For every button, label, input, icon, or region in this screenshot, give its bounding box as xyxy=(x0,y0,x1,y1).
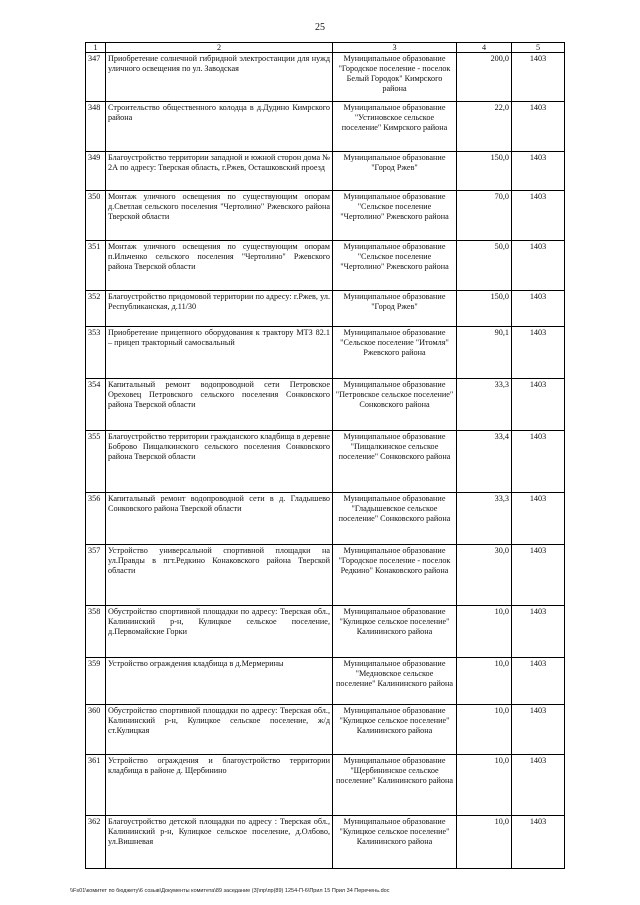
table-row xyxy=(86,379,565,431)
header-col-2: 2 xyxy=(106,43,333,53)
row-number: 349 xyxy=(86,152,106,191)
budget-table xyxy=(85,42,565,869)
row-description: Благоустройство территории гражданского кладбища в деревне Боброво Пищалкинского сельского поселения Сонковского района Тверской области xyxy=(106,431,333,493)
row-municipality: Муниципальное образование "Петровское сельское поселение" Сонковского района xyxy=(333,379,457,431)
table-row xyxy=(86,102,565,152)
row-municipality: Муниципальное образование "Медновское сельское поселение" Калининского района xyxy=(333,658,457,705)
row-number: 353 xyxy=(86,327,106,379)
table-row xyxy=(86,291,565,327)
row-number: 352 xyxy=(86,291,106,327)
row-code: 1403 xyxy=(512,816,565,869)
file-path-footer: \\Fs01\комитет по бюджету\6 созыв\Документы комитета\89 заседание (3)\пр\пр(89) 1254-П-6\Прил 15 Прил 34 Перечень.doc xyxy=(70,888,390,894)
row-amount: 150,0 xyxy=(457,152,512,191)
row-code: 1403 xyxy=(512,755,565,816)
row-code: 1403 xyxy=(512,705,565,755)
row-municipality: Муниципальное образование "Город Ржев" xyxy=(333,291,457,327)
row-amount: 50,0 xyxy=(457,241,512,291)
row-code: 1403 xyxy=(512,545,565,606)
table-row xyxy=(86,545,565,606)
row-description: Обустройство спортивной площадки по адресу: Тверская обл., Калининский р-н, Кулицкое сельское поселение, ж/д ст.Кулицкая xyxy=(106,705,333,755)
row-number: 354 xyxy=(86,379,106,431)
row-number: 351 xyxy=(86,241,106,291)
row-code: 1403 xyxy=(512,606,565,658)
row-description: Обустройство спортивной площадки по адресу: Тверская обл., Калининский р-н, Кулицкое сельское поселение, д.Первомайские Горки xyxy=(106,606,333,658)
row-amount: 200,0 xyxy=(457,53,512,102)
row-description: Монтаж уличного освещения по существующим опорам д.Светлая сельского поселения "Чертолино" Ржевского района Тверской области xyxy=(106,191,333,241)
row-municipality: Муниципальное образование "Город Ржев" xyxy=(333,152,457,191)
table-row xyxy=(86,431,565,493)
row-municipality: Муниципальное образование "Кулицкое сельское поселение" Калининского района xyxy=(333,606,457,658)
row-code: 1403 xyxy=(512,191,565,241)
row-number: 362 xyxy=(86,816,106,869)
row-municipality: Муниципальное образование "Городское поселение - поселок Редкино" Конаковского района xyxy=(333,545,457,606)
row-number: 360 xyxy=(86,705,106,755)
row-code: 1403 xyxy=(512,241,565,291)
row-municipality: Муниципальное образование "Пищалкинское сельское поселение" Сонковского района xyxy=(333,431,457,493)
row-amount: 10,0 xyxy=(457,658,512,705)
table-row xyxy=(86,606,565,658)
row-number: 347 xyxy=(86,53,106,102)
row-amount: 10,0 xyxy=(457,606,512,658)
row-municipality: Муниципальное образование "Кулицкое сельское поселение" Калининского района xyxy=(333,705,457,755)
row-code: 1403 xyxy=(512,291,565,327)
table-header-row xyxy=(86,43,565,53)
row-municipality: Муниципальное образование "Гладышевское сельское поселение" Сонковского района xyxy=(333,493,457,545)
row-amount: 150,0 xyxy=(457,291,512,327)
row-amount: 90,1 xyxy=(457,327,512,379)
row-municipality: Муниципальное образование "Кулицкое сельское поселение" Калининского района xyxy=(333,816,457,869)
row-municipality: Муниципальное образование "Сельское поселение "Чертолино" Ржевского района xyxy=(333,241,457,291)
row-amount: 10,0 xyxy=(457,705,512,755)
row-description: Приобретение прицепного оборудования к трактору МТЗ 82.1 – прицеп тракторный самосвальный xyxy=(106,327,333,379)
row-description: Устройство ограждения кладбища в д.Мермерины xyxy=(106,658,333,705)
row-code: 1403 xyxy=(512,102,565,152)
row-code: 1403 xyxy=(512,53,565,102)
row-amount: 30,0 xyxy=(457,545,512,606)
row-code: 1403 xyxy=(512,658,565,705)
row-amount: 22,0 xyxy=(457,102,512,152)
row-municipality: Муниципальное образование "Устиновское сельское поселение" Кимрского района xyxy=(333,102,457,152)
table-row xyxy=(86,53,565,102)
table-row xyxy=(86,152,565,191)
table-row xyxy=(86,493,565,545)
row-number: 359 xyxy=(86,658,106,705)
row-description: Благоустройство придомовой территории по адресу: г.Ржев, ул. Республиканская, д.11/30 xyxy=(106,291,333,327)
row-description: Монтаж уличного освещения по существующим опорам п.Ильченко сельского поселения "Чертолино" Ржевского района Тверской области xyxy=(106,241,333,291)
row-amount: 10,0 xyxy=(457,816,512,869)
row-code: 1403 xyxy=(512,493,565,545)
row-number: 356 xyxy=(86,493,106,545)
header-col-4: 4 xyxy=(457,43,512,53)
row-description: Благоустройство территории западной и южной сторон дома № 2А по адресу: Тверская область, г.Ржев, Осташковский проезд xyxy=(106,152,333,191)
row-amount: 33,3 xyxy=(457,379,512,431)
row-description: Приобретение солнечной гибридной электростанции для нужд уличного освещения по ул. Заводская xyxy=(106,53,333,102)
row-code: 1403 xyxy=(512,379,565,431)
table-row xyxy=(86,658,565,705)
row-municipality: Муниципальное образование "Городское поселение - поселок Белый Городок" Кимрского района xyxy=(333,53,457,102)
row-amount: 10,0 xyxy=(457,755,512,816)
header-col-1: 1 xyxy=(86,43,106,53)
row-description: Устройство универсальной спортивной площадки на ул.Правды в пгт.Редкино Конаковского района Тверской области xyxy=(106,545,333,606)
row-code: 1403 xyxy=(512,152,565,191)
row-amount: 33,4 xyxy=(457,431,512,493)
table-row xyxy=(86,191,565,241)
row-code: 1403 xyxy=(512,431,565,493)
table-row xyxy=(86,816,565,869)
row-number: 350 xyxy=(86,191,106,241)
row-amount: 70,0 xyxy=(457,191,512,241)
table-row xyxy=(86,705,565,755)
row-municipality: Муниципальное образование "Сельское поселение "Итомля" Ржевского района xyxy=(333,327,457,379)
row-description: Строительство общественного колодца в д.Дудино Кимрского района xyxy=(106,102,333,152)
row-municipality: Муниципальное образование "Сельское поселение "Чертолино" Ржевского района xyxy=(333,191,457,241)
row-description: Капитальный ремонт водопроводной сети Петровское Ореховец Петровского сельского поселения Сонковского района Тверской области xyxy=(106,379,333,431)
row-municipality: Муниципальное образование "Щербининское сельское поселение" Калининского района xyxy=(333,755,457,816)
table-row xyxy=(86,755,565,816)
page-number: 25 xyxy=(315,22,325,33)
row-number: 357 xyxy=(86,545,106,606)
row-description: Устройство ограждения и благоустройство территории кладбища в районе д. Щербинино xyxy=(106,755,333,816)
row-number: 358 xyxy=(86,606,106,658)
row-description: Благоустройство детской площадки по адресу : Тверская обл., Калининский р-н, Кулицкое сельское поселение, д.Олбово, ул.Вишневая xyxy=(106,816,333,869)
row-amount: 33,3 xyxy=(457,493,512,545)
row-description: Капитальный ремонт водопроводной сети в д. Гладышево Сонковского района Тверской области xyxy=(106,493,333,545)
header-col-3: 3 xyxy=(333,43,457,53)
row-code: 1403 xyxy=(512,327,565,379)
row-number: 361 xyxy=(86,755,106,816)
row-number: 348 xyxy=(86,102,106,152)
table-row xyxy=(86,327,565,379)
row-number: 355 xyxy=(86,431,106,493)
header-col-5: 5 xyxy=(512,43,565,53)
table-row xyxy=(86,241,565,291)
